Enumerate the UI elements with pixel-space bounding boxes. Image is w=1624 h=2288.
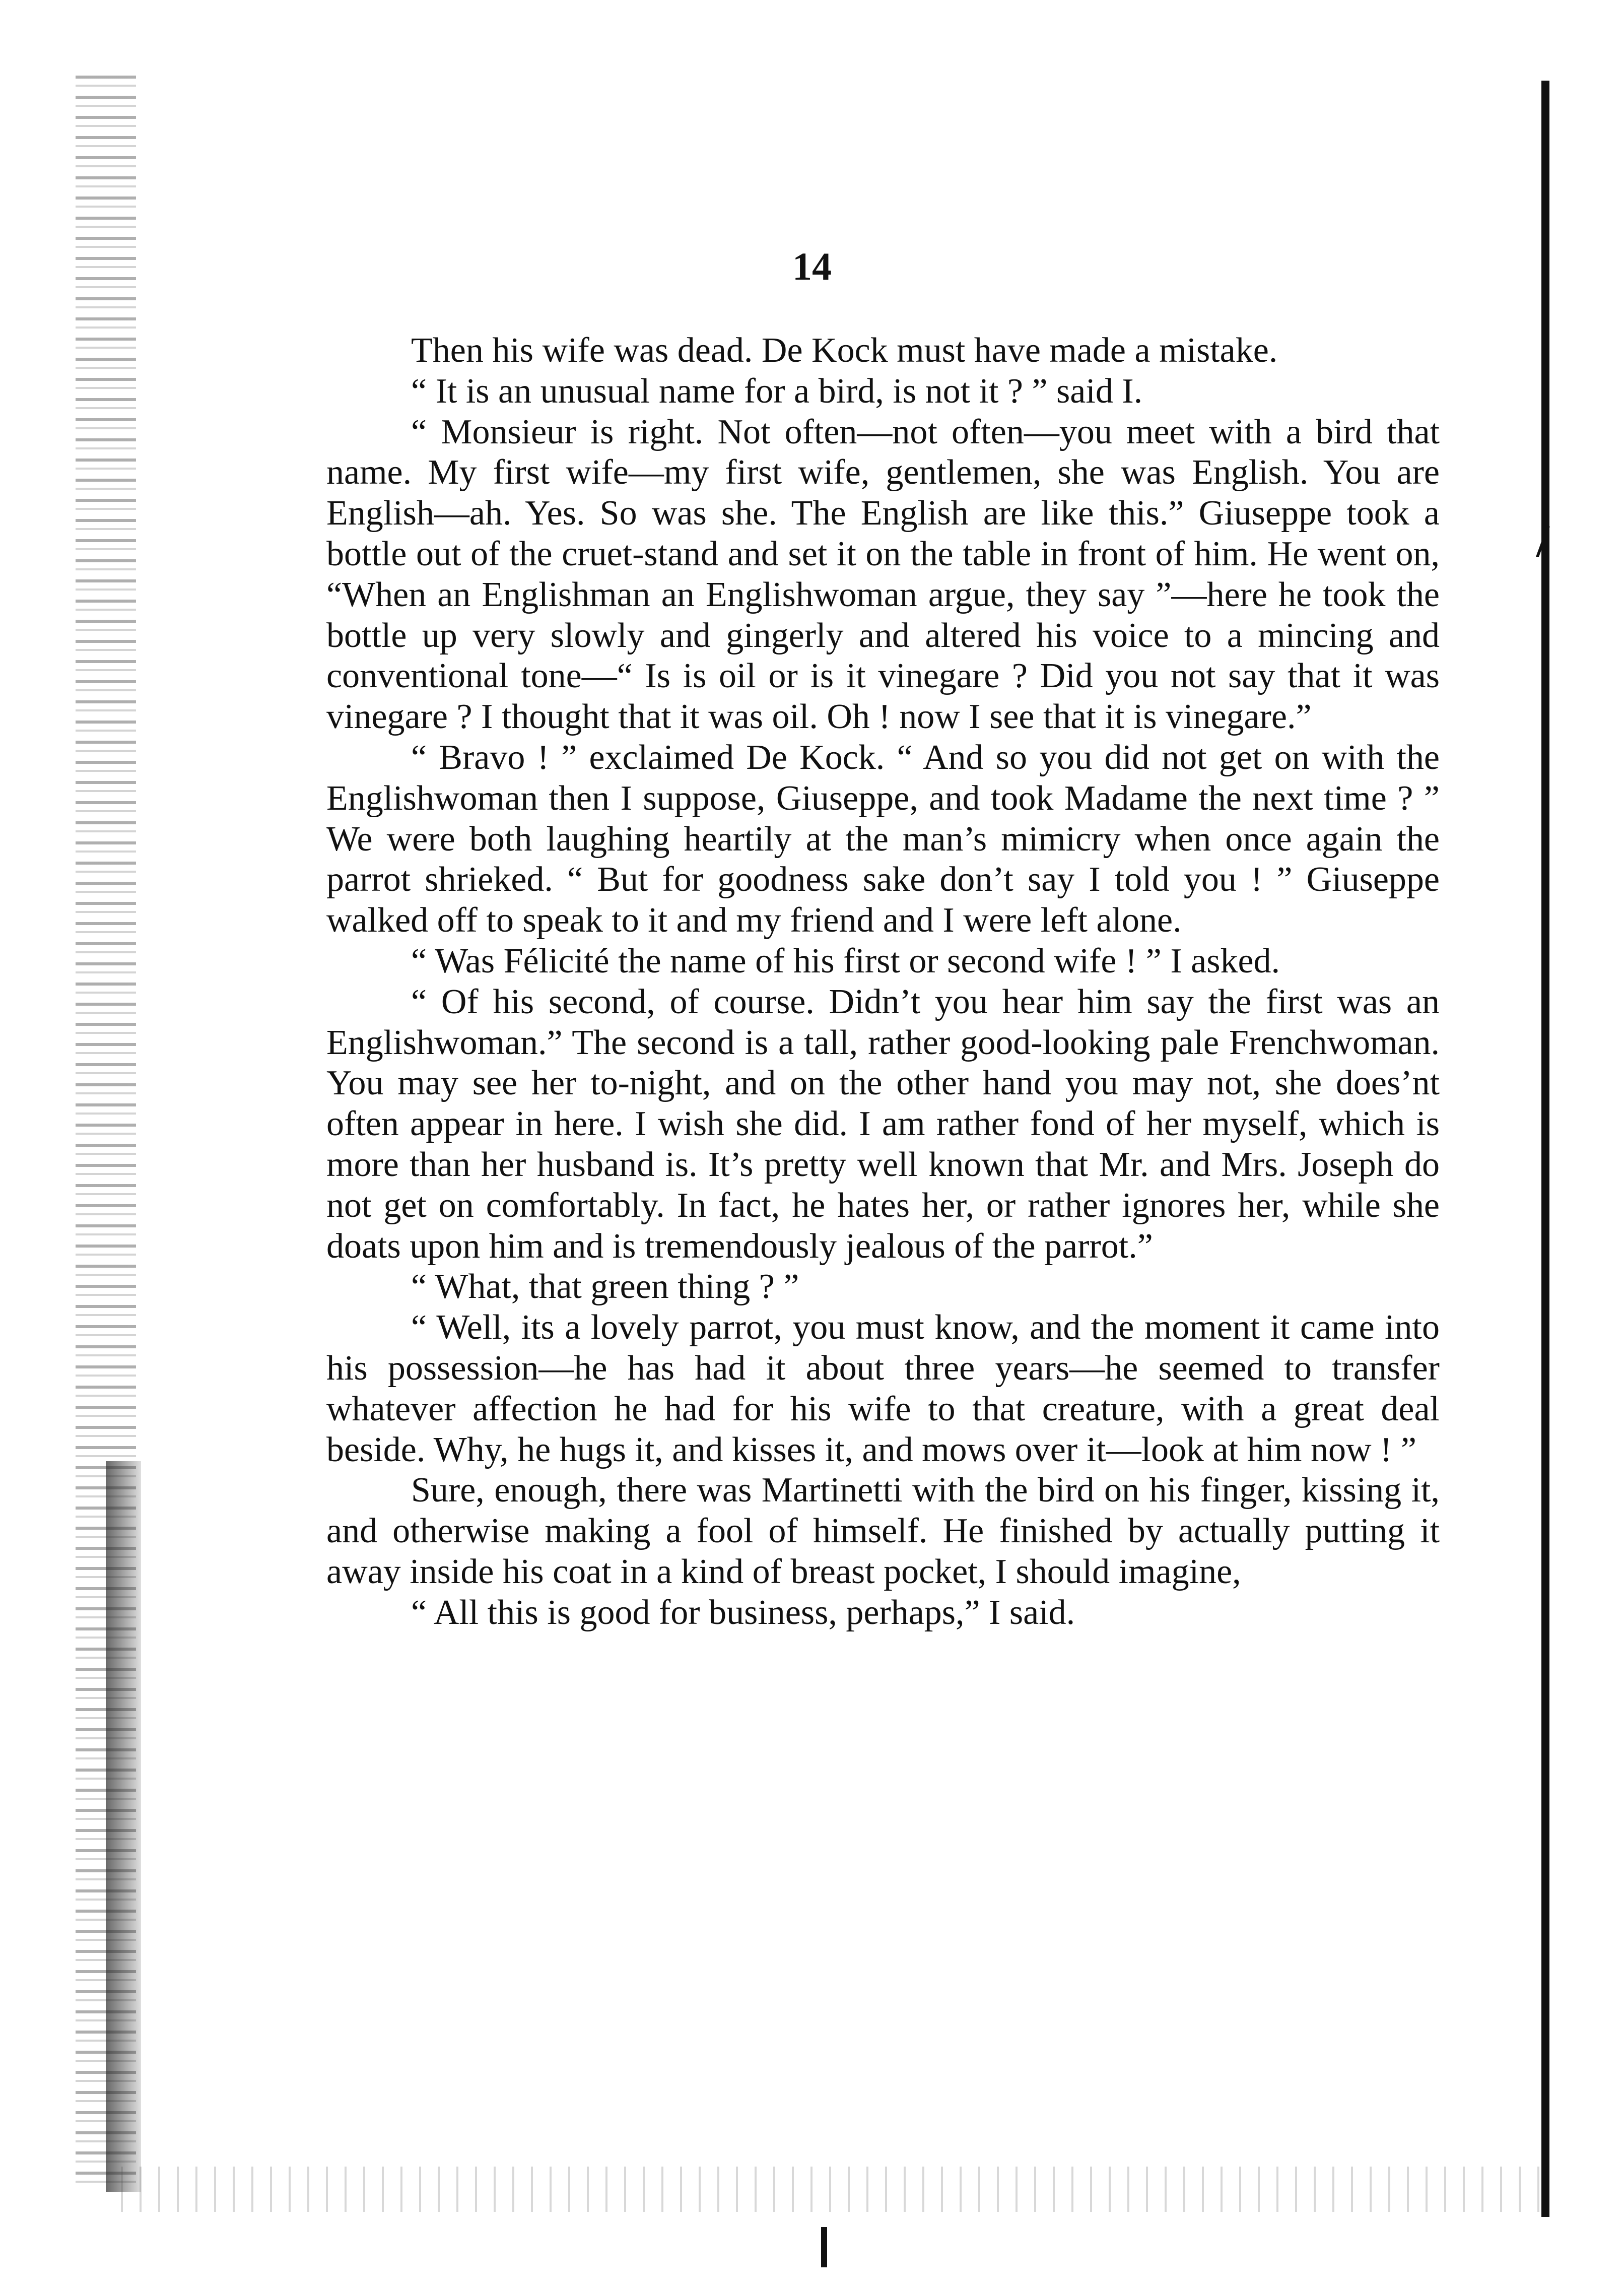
- paragraph: “ It is an unusual name for a bird, is not it ? ” said I.: [411, 371, 1143, 411]
- paragraph: “ Was Félicité the name of his first or second wife ! ” I asked.: [411, 941, 1280, 980]
- page-number: 14: [792, 244, 832, 288]
- right-margin-rule: [1541, 81, 1549, 2217]
- paragraph: “ Monsieur is right. Not often—not often—you meet with a bird that name. My first wife—my first wife, gentlemen, she was English. You are English—ah. Yes. So was she. The English are like this.” Giuseppe took a bottle out of the cruet-stand and set it on the table in front of him. He went on, “When an Englishman an Englishwoman argue, they say ”—here he took the bottle up very slowly and gingerly and altered his voice to a mincing and conventional tone—“ Is is oil or is it vinegare ? Did you not say that it was vinegare ? I thought that it was oil. Oh ! now I see that it is vinegare.”: [326, 412, 1440, 737]
- bottom-gutter-mark: [821, 2227, 827, 2267]
- body-text: [326, 331, 1440, 1633]
- paragraph: “ What, that green thing ? ”: [411, 1267, 799, 1306]
- scan-noise: [121, 2167, 1551, 2212]
- paragraph: “ Well, its a lovely parrot, you must know, and the moment it came into his possession—he has had it about three years—he seemed to transfer whatever affection he had for his wife to that creature, with a great deal beside. Why, he hugs it, and kisses it, and mows over it—look at him now ! ”: [326, 1308, 1440, 1469]
- paragraph: Sure, enough, there was Martinetti with the bird on his finger, kissing it, and otherwise making a fool of himself. He finished by actually putting it away inside his coat in a kind of breast pocket, I should imagine,: [326, 1471, 1440, 1591]
- paragraph: “ Of his second, of course. Didn’t you hear him say the first was an Englishwoman.” The second is a tall, rather good-looking pale Frenchwoman. You may see her to-night, and on the other hand you may not, she does’nt often appear in here. I wish she did. I am rather fond of her myself, which is more than her husband is. It’s pretty well known that Mr. and Mrs. Joseph do not get on comfortably. In fact, he hates her, or rather ignores her, while she doats upon him and is tremendously jealous of the parrot.”: [326, 982, 1440, 1266]
- paragraph: Then his wife was dead. De Kock must have made a mistake.: [411, 331, 1278, 370]
- paragraph: “ Bravo ! ” exclaimed De Kock. “ And so you did not get on with the Englishwoman then I suppose, Giuseppe, and took Madame the next time ? ” We were both laughing heartily at the man’s mimicry when once again the parrot shrieked. “ But for goodness sake don’t say I told you ! ” Giuseppe walked off to speak to it and my friend and I were left alone.: [326, 738, 1440, 940]
- paragraph: “ All this is good for business, perhaps,” I said.: [411, 1593, 1075, 1632]
- binding-edge-dark: [106, 1461, 141, 2192]
